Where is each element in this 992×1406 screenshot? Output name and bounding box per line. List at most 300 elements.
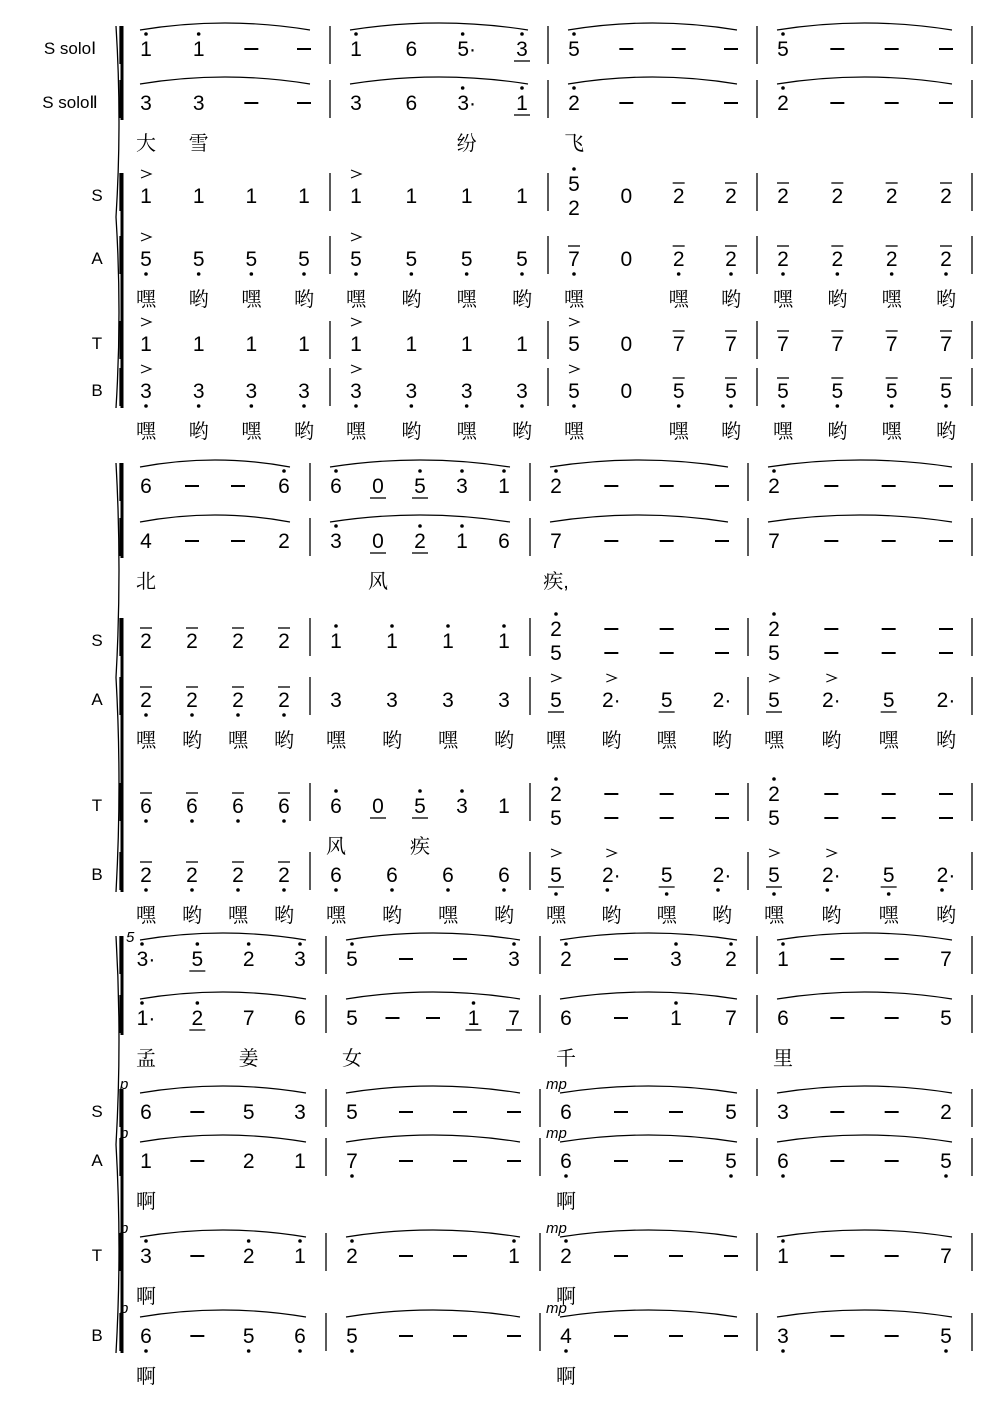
lyric-syllable: 嘿 — [878, 905, 899, 927]
octave-dot-low — [572, 272, 576, 276]
note-digit: 2 — [560, 1245, 572, 1268]
note-digit: 5 — [245, 248, 258, 271]
octave-dot-high — [554, 777, 558, 781]
note-digit: 2 — [191, 1007, 204, 1030]
lyric-syllable: 哟 — [721, 289, 741, 311]
lyric-syllable: 哟 — [382, 730, 402, 752]
phrase-slur — [560, 933, 737, 940]
part-label: T — [91, 796, 103, 815]
note-digit: 2· — [936, 689, 956, 712]
octave-dot-low — [944, 1174, 948, 1178]
note-digit: 3 — [386, 689, 398, 712]
note-digit: 3 — [405, 380, 418, 403]
note-digit: 2 — [550, 618, 562, 641]
note-digit: 5 — [672, 380, 685, 403]
octave-dot-high — [781, 1239, 785, 1243]
part-label: A — [91, 1151, 103, 1170]
lyric-syllable: 哟 — [601, 905, 622, 927]
note-digit: 2 — [346, 1245, 358, 1268]
accent-mark — [769, 674, 779, 682]
note-digit: 2 — [885, 248, 898, 271]
note-digit: 5 — [831, 380, 844, 403]
part-B — [91, 365, 972, 443]
octave-dot-low — [197, 272, 201, 276]
note-digit: 0 — [620, 248, 633, 271]
note-digit: 3 — [456, 795, 468, 818]
octave-dot-low — [826, 888, 830, 892]
octave-dot-low — [190, 819, 194, 823]
octave-dot-high — [502, 624, 506, 628]
note-digit: 3· — [136, 948, 156, 971]
lyric-syllable: 雪 — [188, 133, 209, 155]
note-digit: 7 — [550, 530, 562, 553]
octave-dot-low — [298, 1349, 302, 1353]
lyric-syllable: 哟 — [827, 289, 848, 311]
note-digit: 5 — [940, 380, 952, 403]
note-digit: 6 — [278, 475, 290, 498]
lyric-syllable: 嘿 — [546, 730, 566, 752]
lyric-syllable: 孟 — [136, 1048, 156, 1070]
part-label: A — [91, 690, 103, 709]
accent-mark — [551, 674, 561, 682]
octave-dot-low — [144, 272, 148, 276]
note-digit: 6 — [278, 795, 290, 818]
dynamic-mark: mp — [546, 1125, 567, 1142]
part-S — [91, 1076, 972, 1127]
part-A — [91, 674, 972, 752]
lyric-syllable: 哟 — [494, 905, 514, 927]
note-digit: 3 — [456, 475, 468, 498]
octave-dot-low — [729, 1174, 733, 1178]
part-T — [92, 777, 972, 858]
note-digit: 2 — [777, 92, 789, 115]
note-digit: 1 — [350, 333, 362, 356]
lyric-syllable: 哟 — [494, 730, 514, 752]
lyric-syllable: 嘿 — [136, 730, 156, 752]
octave-dot-low — [282, 819, 286, 823]
lyric-syllable: 姜 — [238, 1048, 259, 1070]
lyric-syllable: 嘿 — [438, 730, 458, 752]
octave-dot-low — [564, 1174, 568, 1178]
octave-dot-high — [390, 624, 394, 628]
dynamic-mark: mp — [546, 1300, 567, 1317]
note-digit: 2 — [550, 783, 562, 806]
note-digit: 0 — [620, 380, 633, 403]
lyric-syllable: 嘿 — [241, 289, 262, 311]
note-digit: 7 — [568, 248, 580, 271]
octave-dot-high — [520, 86, 524, 90]
note-digit: 5 — [768, 807, 780, 830]
lyric-syllable: 嘿 — [326, 730, 346, 752]
part-label: B — [91, 1326, 103, 1345]
octave-dot-low — [572, 404, 576, 408]
note-digit: 1 — [777, 1245, 789, 1268]
note-digit: 1 — [140, 333, 152, 356]
note-digit: 2· — [601, 864, 621, 887]
octave-dot-high — [460, 469, 464, 473]
note-digit: 5 — [192, 248, 205, 271]
part-label: S soloⅡ — [42, 93, 98, 112]
note-digit: 3 — [777, 1325, 789, 1348]
phrase-slur — [777, 933, 952, 940]
lyric-syllable: 啊 — [136, 1286, 156, 1308]
note-digit: 1 — [777, 948, 789, 971]
octave-dot-high — [334, 524, 338, 528]
phrase-slur — [777, 1310, 952, 1317]
note-digit: 6 — [140, 1325, 152, 1348]
octave-dot-low — [144, 888, 148, 892]
note-digit: 0 — [620, 333, 633, 356]
accent-mark — [141, 233, 151, 241]
note-digit: 5 — [414, 475, 426, 498]
octave-dot-low — [836, 272, 840, 276]
phrase-slur — [140, 460, 290, 467]
phrase-slur — [140, 515, 290, 522]
part-label: S — [91, 186, 103, 205]
octave-dot-high — [354, 32, 358, 36]
note-digit: 2 — [278, 530, 290, 553]
part-label: A — [91, 249, 103, 268]
note-digit: 3 — [140, 380, 152, 403]
phrase-slur — [550, 515, 728, 522]
note-digit: 2 — [550, 475, 562, 498]
note-digit: 2 — [232, 630, 244, 653]
note-digit: 1 — [140, 185, 152, 208]
lyric-syllable: 哟 — [821, 905, 842, 927]
octave-dot-low — [465, 404, 469, 408]
dynamic-mark: p — [120, 1300, 129, 1317]
note-digit: 1 — [405, 333, 418, 356]
lyric-syllable: 哟 — [274, 905, 294, 927]
note-digit: 2 — [278, 864, 290, 887]
lyric-syllable: 哟 — [294, 421, 314, 443]
note-digit: 1 — [498, 795, 510, 818]
note-digit: 4 — [560, 1325, 572, 1348]
accent-mark — [606, 674, 616, 682]
octave-dot-low — [465, 272, 469, 276]
note-digit: 5 — [568, 333, 580, 356]
phrase-slur — [560, 1086, 737, 1093]
phrase-slur — [330, 515, 510, 522]
octave-dot-low — [354, 404, 358, 408]
octave-dot-high — [196, 1001, 200, 1005]
lyric-syllable: 哟 — [827, 421, 848, 443]
note-digit: 2 — [777, 185, 789, 208]
note-digit: 2 — [242, 1150, 255, 1173]
octave-dot-high — [247, 1239, 251, 1243]
octave-dot-low — [350, 1349, 354, 1353]
octave-dot-low — [554, 892, 558, 896]
octave-dot-low — [502, 888, 506, 892]
phrase-slur — [568, 77, 737, 84]
octave-dot-low — [390, 888, 394, 892]
octave-dot-high — [140, 942, 144, 946]
lyric-syllable: 北 — [136, 571, 156, 593]
octave-dot-high — [247, 942, 251, 946]
accent-mark — [141, 170, 151, 178]
note-digit: 6 — [140, 1101, 152, 1124]
note-digit: 6 — [560, 1007, 572, 1030]
note-digit: 2 — [940, 1101, 952, 1124]
part-solo-1 — [120, 929, 972, 974]
octave-dot-low — [781, 404, 785, 408]
system-3 — [91, 929, 972, 1388]
note-digit: 7 — [777, 333, 789, 356]
octave-dot-high — [460, 524, 464, 528]
phrase-slur — [346, 1230, 520, 1237]
note-digit: 5 — [768, 864, 780, 887]
lyric-syllable: 嘿 — [564, 289, 584, 311]
lyric-syllable: 哟 — [274, 730, 294, 752]
part-S — [91, 167, 972, 220]
phrase-slur — [560, 1310, 737, 1317]
octave-dot-high — [140, 1001, 144, 1005]
note-digit: 1 — [516, 92, 528, 115]
note-digit: 5 — [516, 248, 528, 271]
octave-dot-high — [572, 167, 576, 171]
lyric-syllable: 疾, — [543, 571, 569, 593]
part-label: B — [91, 381, 103, 400]
octave-dot-low — [665, 892, 669, 896]
phrase-slur — [777, 1230, 952, 1237]
note-digit: 3 — [516, 380, 528, 403]
note-digit: 7 — [725, 333, 737, 356]
note-digit: 2 — [232, 864, 244, 887]
note-digit: 6 — [186, 795, 198, 818]
note-digit: 0 — [372, 475, 384, 498]
note-digit: 7 — [768, 530, 780, 553]
part-T — [92, 1220, 972, 1308]
note-digit: 2 — [186, 630, 198, 653]
note-digit: 1 — [245, 185, 258, 208]
note-digit: 2 — [242, 948, 255, 971]
note-digit: 5 — [550, 642, 562, 665]
note-digit: 2 — [278, 630, 290, 653]
lyric-syllable: 风 — [326, 836, 346, 858]
accent-mark — [569, 365, 579, 373]
octave-dot-low — [944, 1349, 948, 1353]
note-digit: 5 — [768, 642, 780, 665]
note-digit: 1 — [460, 333, 473, 356]
note-digit: 1 — [192, 38, 205, 61]
note-digit: 1 — [670, 1007, 682, 1030]
lyric-syllable: 哟 — [382, 905, 402, 927]
note-digit: 7 — [672, 333, 685, 356]
note-digit: 2 — [568, 92, 580, 115]
octave-dot-high — [461, 86, 465, 90]
lyric-syllable: 哟 — [188, 421, 209, 443]
system-brace — [116, 463, 119, 892]
octave-dot-low — [302, 272, 306, 276]
note-digit: 5 — [191, 948, 204, 971]
octave-dot-high — [572, 86, 576, 90]
note-digit: 5 — [414, 795, 426, 818]
octave-dot-high — [572, 32, 576, 36]
note-digit: 2· — [712, 689, 732, 712]
lyric-syllable: 嘿 — [228, 730, 248, 752]
note-digit: 5 — [550, 864, 562, 887]
octave-dot-high — [772, 777, 776, 781]
note-digit: 5 — [568, 173, 580, 196]
lyric-syllable: 啊 — [556, 1191, 576, 1213]
note-digit: 2· — [821, 864, 841, 887]
octave-dot-high — [772, 469, 776, 473]
system-brace — [116, 936, 119, 1353]
note-digit: 2 — [725, 248, 737, 271]
part-S soloⅠ — [44, 26, 972, 64]
note-digit: 6 — [498, 530, 510, 553]
octave-dot-low — [247, 1349, 251, 1353]
note-digit: 2 — [725, 185, 737, 208]
note-digit: 5 — [350, 248, 362, 271]
phrase-slur — [777, 77, 952, 84]
note-digit: 3 — [460, 380, 473, 403]
note-digit: 5 — [777, 380, 789, 403]
note-digit: 1 — [498, 475, 510, 498]
note-digit: 5 — [242, 1101, 255, 1124]
accent-mark — [351, 170, 361, 178]
lyric-syllable: 哟 — [182, 905, 202, 927]
note-digit: 2 — [242, 1245, 255, 1268]
note-digit: 1 — [516, 185, 528, 208]
system-2 — [91, 463, 972, 927]
phrase-slur — [140, 1230, 306, 1237]
note-digit: 2 — [885, 185, 898, 208]
octave-dot-low — [354, 272, 358, 276]
lyric-syllable: 嘿 — [346, 289, 366, 311]
lyric-syllable: 嘿 — [564, 421, 584, 443]
note-digit: 3 — [508, 948, 520, 971]
part-label: T — [91, 334, 103, 353]
octave-dot-high — [446, 624, 450, 628]
accent-mark — [141, 365, 151, 373]
phrase-slur — [140, 1135, 306, 1142]
lyric-syllable: 嘿 — [668, 421, 689, 443]
octave-dot-high — [197, 32, 201, 36]
phrase-slur — [350, 77, 528, 84]
note-digit: 2 — [672, 185, 685, 208]
phrase-slur — [346, 1086, 520, 1093]
phrase-slur — [140, 992, 306, 999]
note-digit: 3 — [245, 380, 258, 403]
note-digit: 5 — [346, 1325, 358, 1348]
note-digit: 5 — [725, 1150, 737, 1173]
octave-dot-low — [410, 404, 414, 408]
lyric-syllable: 啊 — [556, 1366, 576, 1388]
dynamic-mark: p — [120, 1076, 129, 1093]
note-digit: 5 — [550, 689, 562, 712]
octave-dot-low — [282, 713, 286, 717]
note-digit: 4 — [140, 530, 152, 553]
note-digit: 5 — [885, 380, 898, 403]
part-label: B — [91, 865, 103, 884]
octave-dot-low — [944, 404, 948, 408]
accent-mark — [141, 318, 151, 326]
lyric-syllable: 纷 — [456, 133, 477, 155]
octave-dot-low — [282, 888, 286, 892]
phrase-slur — [346, 933, 520, 940]
note-digit: 2 — [672, 248, 685, 271]
dynamic-mark: p — [120, 1125, 129, 1142]
octave-dot-high — [729, 942, 733, 946]
octave-dot-low — [890, 272, 894, 276]
note-digit: 7 — [940, 1245, 952, 1268]
lyric-syllable: 哟 — [401, 289, 422, 311]
note-digit: 5 — [940, 1007, 952, 1030]
note-digit: 3 — [294, 948, 306, 971]
note-digit: 6 — [140, 475, 152, 498]
note-digit: 1 — [405, 185, 418, 208]
octave-dot-low — [197, 404, 201, 408]
note-digit: 3 — [516, 38, 528, 61]
octave-dot-low — [677, 404, 681, 408]
note-digit: 0 — [372, 795, 384, 818]
system-brace — [116, 26, 119, 408]
part-A — [91, 233, 972, 311]
grace-note: 5 — [126, 929, 135, 946]
lyric-syllable: 哟 — [401, 421, 422, 443]
lyric-syllable: 嘿 — [668, 289, 689, 311]
note-digit: 1 — [508, 1245, 520, 1268]
note-digit: 1 — [442, 630, 454, 653]
note-digit: 3 — [350, 92, 362, 115]
lyric-syllable: 嘿 — [881, 289, 902, 311]
part-solo-2 — [120, 995, 972, 1070]
note-digit: 1 — [467, 1007, 480, 1030]
note-digit: 7 — [940, 333, 952, 356]
note-digit: 2 — [568, 197, 580, 220]
note-digit: 0 — [620, 185, 633, 208]
octave-dot-high — [196, 942, 200, 946]
octave-dot-low — [564, 1349, 568, 1353]
note-digit: 2 — [278, 689, 290, 712]
octave-dot-high — [781, 32, 785, 36]
note-digit: 5 — [550, 807, 562, 830]
note-digit: 1 — [350, 185, 362, 208]
note-digit: 2· — [936, 864, 956, 887]
lyric-syllable: 哟 — [936, 421, 956, 443]
part-A — [91, 1125, 972, 1213]
dynamic-mark: mp — [546, 1220, 567, 1237]
octave-dot-low — [716, 888, 720, 892]
note-digit: 5 — [140, 248, 152, 271]
lyric-syllable: 哟 — [712, 730, 732, 752]
note-digit: 1 — [140, 1150, 152, 1173]
lyric-syllable: 里 — [773, 1048, 793, 1070]
accent-mark — [826, 849, 836, 857]
lyric-syllable: 嘿 — [456, 289, 477, 311]
note-digit: 5 — [568, 38, 580, 61]
octave-dot-low — [144, 819, 148, 823]
octave-dot-high — [502, 469, 506, 473]
octave-dot-high — [512, 1239, 516, 1243]
octave-dot-low — [144, 404, 148, 408]
lyric-syllable: 嘿 — [878, 730, 899, 752]
note-digit: 3 — [140, 1245, 152, 1268]
lyric-syllable: 啊 — [556, 1286, 576, 1308]
note-digit: 1 — [460, 185, 473, 208]
phrase-slur — [140, 23, 310, 30]
note-digit: 1 — [498, 630, 510, 653]
note-digit: 2 — [140, 630, 152, 653]
note-digit: 2 — [768, 783, 780, 806]
phrase-slur — [346, 1135, 520, 1142]
note-digit: 5 — [725, 1101, 737, 1124]
note-digit: 5 — [940, 1325, 952, 1348]
note-digit: 2 — [768, 618, 780, 641]
lyric-syllable: 哟 — [512, 421, 532, 443]
note-digit: 2 — [186, 689, 198, 712]
